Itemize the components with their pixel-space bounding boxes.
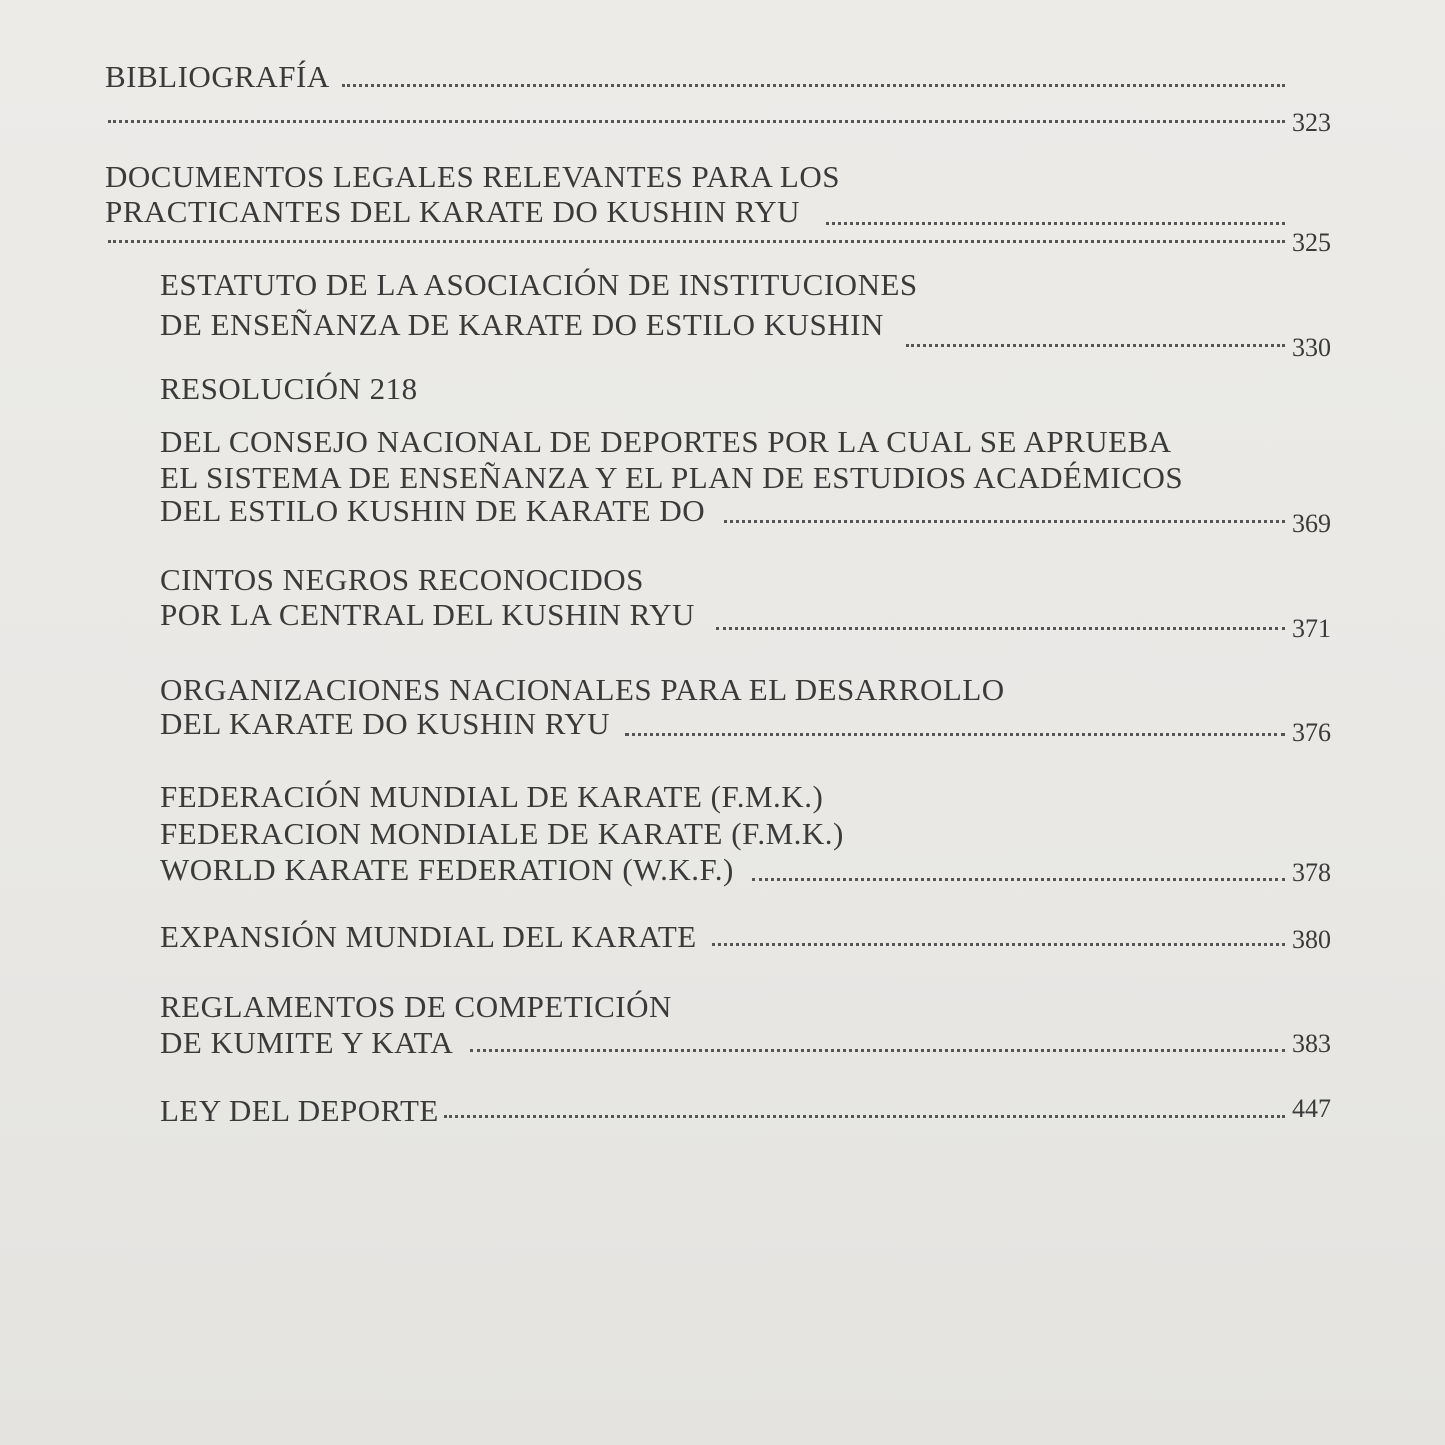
dot-leader	[625, 733, 1285, 736]
dot-leader	[342, 84, 1285, 87]
dot-leader	[826, 222, 1285, 225]
page-number: 323	[1292, 108, 1331, 137]
dot-leader	[444, 1115, 1285, 1118]
toc-entry-title-line: POR LA CENTRAL DEL KUSHIN RYU	[160, 597, 695, 632]
page-number: 378	[1292, 858, 1331, 887]
toc-entry-title-line: DOCUMENTOS LEGALES RELEVANTES PARA LOS	[105, 159, 840, 194]
toc-entry-title-line: FEDERACIÓN MUNDIAL DE KARATE (F.M.K.)	[160, 779, 824, 814]
page-number: 380	[1292, 925, 1331, 954]
toc-entry-title-line: DE KUMITE Y KATA	[160, 1025, 454, 1060]
dot-leader	[470, 1049, 1285, 1052]
page-number: 447	[1292, 1094, 1331, 1123]
toc-entry-title-line: DE ENSEÑANZA DE KARATE DO ESTILO KUSHIN	[160, 307, 884, 342]
toc-entry-title-line: EL SISTEMA DE ENSEÑANZA Y EL PLAN DE ESTUDIOS ACADÉMICOS	[160, 460, 1184, 495]
dot-leader	[724, 520, 1285, 523]
toc-entry-title-line: REGLAMENTOS DE COMPETICIÓN	[160, 989, 672, 1024]
toc-entry-title: BIBLIOGRAFÍA	[105, 59, 330, 94]
toc-entry-title-line: ESTATUTO DE LA ASOCIACIÓN DE INSTITUCIONES	[160, 267, 918, 302]
toc-entry-title: LEY DEL DEPORTE	[160, 1093, 439, 1128]
toc-entry-title-line: ORGANIZACIONES NACIONALES PARA EL DESARROLLO	[160, 672, 1005, 707]
toc-entry-title-line: PRACTICANTES DEL KARATE DO KUSHIN RYU	[105, 194, 801, 229]
dot-leader	[752, 878, 1285, 881]
page-number: 383	[1292, 1029, 1331, 1058]
dot-leader	[716, 627, 1285, 630]
dot-leader	[906, 344, 1285, 347]
toc-entry-title-line: RESOLUCIÓN 218	[160, 371, 418, 406]
page-number: 371	[1292, 614, 1331, 643]
page-number: 330	[1292, 333, 1331, 362]
toc-entry-title-line: CINTOS NEGROS RECONOCIDOS	[160, 562, 644, 597]
page-number: 376	[1292, 718, 1331, 747]
toc-entry-title-line: DEL CONSEJO NACIONAL DE DEPORTES POR LA CUAL SE APRUEBA	[160, 424, 1172, 459]
page-number: 325	[1292, 228, 1331, 257]
toc-entry-title-line: WORLD KARATE FEDERATION (W.K.F.)	[160, 852, 734, 887]
toc-entry-title-line: DEL ESTILO KUSHIN DE KARATE DO	[160, 493, 706, 528]
dot-leader	[712, 943, 1285, 946]
toc-entry-title: EXPANSIÓN MUNDIAL DEL KARATE	[160, 919, 697, 954]
dot-leader	[108, 120, 1285, 123]
toc-entry-title-line: DEL KARATE DO KUSHIN RYU	[160, 706, 611, 741]
toc-entry-title-line: FEDERACION MONDIALE DE KARATE (F.M.K.)	[160, 816, 844, 851]
page-number: 369	[1292, 509, 1331, 538]
dot-leader	[108, 240, 1285, 243]
